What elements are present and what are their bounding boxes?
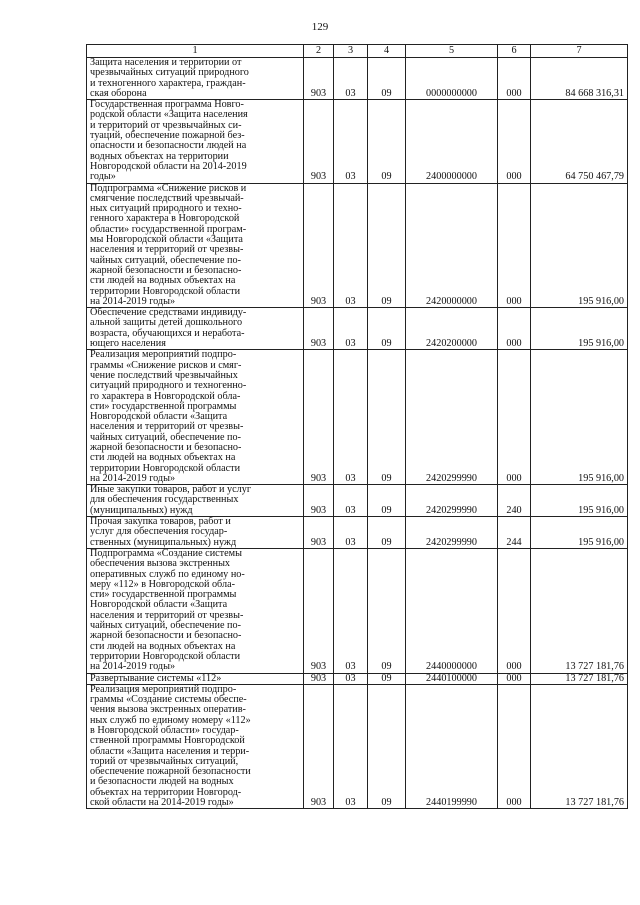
cell-description [87,517,304,549]
description-line: чение последствий чрезвычайных [90,369,238,381]
cell-subsection-code: 09 [368,517,406,549]
description-line: ской области на 2014-2019 годы» [90,797,234,809]
cell-subsection-code: 09 [368,100,406,183]
description-line: Новгородской области «Защита [90,599,228,611]
cell-section-code: 03 [334,673,368,684]
description-line: обеспечения вызова экстренных [90,558,231,570]
cell-amount: 13 727 181,76 [531,548,628,673]
description-line: возраста, обучающихся и неработа- [90,327,245,339]
description-line: сти людей на водных объектах на [90,275,236,287]
header-col-3: 3 [334,45,368,58]
header-col-6: 6 [498,45,531,58]
cell-target-article: 0000000000 [406,58,498,100]
description-line: области» государственной програм- [90,223,247,235]
cell-ministry-code: 903 [304,308,334,350]
description-line: обеспечение пожарной безопасности [90,766,251,778]
cell-expense-type: 000 [498,183,531,308]
description-line: области «Защита населения и терри- [90,745,250,757]
description-line: водных объектах на территории [90,150,229,162]
description-line: го характера в Новгородской обла- [90,390,241,402]
cell-ministry-code: 903 [304,684,334,809]
cell-target-article: 2420299990 [406,350,498,485]
description-line: ющего населения [90,338,166,350]
table-row [87,308,628,350]
description-line: сти» государственной программы [90,589,237,601]
cell-target-article: 2400000000 [406,100,498,183]
description-line: Государственная программа Новго- [90,99,244,111]
description-line: населения и территорий от чрезвы- [90,609,244,621]
cell-target-article: 2440199990 [406,684,498,809]
description-line: Обеспечение средствами индивиду- [90,307,247,319]
cell-expense-type: 000 [498,684,531,809]
description-line: Новгородской области на 2014-2019 [90,160,247,172]
page-number: 129 [311,21,329,33]
description-line: опасности и безопасности людей на [90,140,247,152]
table-row [87,517,628,549]
description-line: в Новгородской области» государ- [90,725,239,736]
description-line: ская оборона [90,87,147,99]
description-line: жарной безопасности и безопасно- [90,441,242,453]
cell-description [87,684,304,809]
table-row [87,485,628,517]
cell-target-article: 2420000000 [406,183,498,308]
cell-ministry-code: 903 [304,58,334,100]
description-line: Иные закупки товаров, работ и услуг [90,484,251,496]
cell-target-article: 2420299990 [406,485,498,517]
cell-ministry-code: 903 [304,485,334,517]
cell-description [87,485,304,517]
cell-expense-type: 000 [498,673,531,684]
table-row [87,58,628,100]
cell-target-article: 2440100000 [406,673,498,684]
description-line: территории Новгородской области [90,650,241,662]
table-row [87,100,628,183]
cell-expense-type: 240 [498,485,531,517]
description-line: Развертывание системы «112» [90,672,222,684]
header-col-2: 2 [304,45,334,58]
description-line: на 2014-2019 годы» [90,661,176,673]
cell-ministry-code: 903 [304,517,334,549]
cell-section-code: 03 [334,308,368,350]
cell-target-article: 2440000000 [406,548,498,673]
cell-subsection-code: 09 [368,58,406,100]
cell-amount: 195 916,00 [531,485,628,517]
cell-expense-type: 000 [498,548,531,673]
cell-description [87,350,304,485]
description-line: годы» [90,171,116,183]
description-line: территории Новгородской области [90,285,241,297]
cell-section-code: 03 [334,485,368,517]
description-line: мы Новгородской области «Защита [90,234,243,246]
cell-subsection-code: 09 [368,684,406,809]
description-line: сти людей на водных объектах на [90,452,236,464]
description-line: и территорий от чрезвычайных си- [90,119,242,131]
cell-amount: 195 916,00 [531,308,628,350]
table-row [87,684,628,809]
cell-amount: 13 727 181,76 [531,673,628,684]
cell-section-code: 03 [334,58,368,100]
description-line: Новгородской области «Защита [90,411,228,423]
cell-description [87,308,304,350]
description-line: торий от чрезвычайных ситуаций, [90,755,239,767]
description-line: чайных ситуаций, обеспечение по- [90,620,241,632]
description-line: Подпрограмма «Создание системы [90,547,242,559]
description-line: генного характера в Новгородской [90,213,240,225]
description-line: объектах на территории Новгород- [90,786,242,798]
cell-amount: 64 750 467,79 [531,100,628,183]
cell-subsection-code: 09 [368,308,406,350]
cell-amount: 195 916,00 [531,517,628,549]
description-line: родской области «Защита населения [90,109,248,121]
cell-expense-type: 000 [498,308,531,350]
description-line: населения и территорий от чрезвы- [90,421,244,433]
description-line: граммы «Снижение рисков и смяг- [90,359,242,371]
cell-expense-type: 244 [498,517,531,549]
cell-description [87,183,304,308]
cell-amount: 84 668 316,31 [531,58,628,100]
cell-description [87,673,304,684]
description-line: меру «112» в Новгородской обла- [90,578,235,590]
description-line: Подпрограмма «Снижение рисков и [90,182,247,194]
description-line: населения и территорий от чрезвы- [90,244,244,256]
table-body [87,58,628,809]
description-line: альной защиты детей дошкольного [90,317,243,329]
cell-section-code: 03 [334,517,368,549]
description-line: ситуаций природного и техногенно- [90,380,247,392]
cell-amount: 13 727 181,76 [531,684,628,809]
cell-subsection-code: 09 [368,350,406,485]
cell-subsection-code: 09 [368,673,406,684]
description-line: (муниципальных) нужд [90,504,193,516]
cell-section-code: 03 [334,350,368,485]
cell-ministry-code: 903 [304,100,334,183]
description-line: территории Новгородской области [90,462,241,474]
description-line: и техногенного характера, граждан- [90,77,246,89]
description-line: граммы «Создание системы обеспе- [90,694,247,706]
cell-amount: 195 916,00 [531,183,628,308]
description-line: ных ситуаций природного и техно- [90,203,242,215]
cell-expense-type: 000 [498,58,531,100]
cell-description [87,100,304,183]
cell-target-article: 2420299990 [406,517,498,549]
cell-section-code: 03 [334,183,368,308]
cell-expense-type: 000 [498,350,531,485]
budget-table [86,44,628,809]
cell-amount: 195 916,00 [531,350,628,485]
description-line: на 2014-2019 годы» [90,295,176,307]
description-line: чайных ситуаций, обеспечение по- [90,254,241,266]
description-line: услуг для обеспечения государ- [90,526,228,538]
header-col-7: 7 [531,45,628,58]
header-row [87,45,628,58]
cell-description [87,548,304,673]
table-row [87,350,628,485]
description-line: для обеспечения государственных [90,494,239,506]
table-row [87,548,628,673]
cell-expense-type: 000 [498,100,531,183]
description-line: жарной безопасности и безопасно- [90,264,242,276]
description-line: сти людей на водных объектах на [90,640,236,652]
description-line: смягчение последствий чрезвычай- [90,192,244,204]
description-line: Защита населения и территории от [90,57,242,68]
description-line: туаций, обеспечение пожарной без- [90,130,245,142]
cell-ministry-code: 903 [304,183,334,308]
description-line: ственных (муниципальных) нужд [90,536,237,548]
cell-description [87,58,304,100]
description-line: и безопасности людей на водных [90,776,234,788]
description-line: ственной программы Новгородской [90,735,245,747]
header-col-4: 4 [368,45,406,58]
cell-subsection-code: 09 [368,548,406,673]
description-line: Прочая закупка товаров, работ и [90,516,231,528]
cell-ministry-code: 903 [304,350,334,485]
cell-section-code: 03 [334,684,368,809]
description-line: оперативных служб по единому но- [90,568,245,580]
cell-subsection-code: 09 [368,485,406,517]
header-col-5: 5 [406,45,498,58]
cell-target-article: 2420200000 [406,308,498,350]
description-line: чения вызова экстренных оператив- [90,704,246,716]
cell-ministry-code: 903 [304,548,334,673]
table-row [87,673,628,684]
description-line: чайных ситуаций, обеспечение по- [90,431,241,443]
cell-section-code: 03 [334,100,368,183]
cell-subsection-code: 09 [368,183,406,308]
cell-ministry-code: 903 [304,673,334,684]
description-line: жарной безопасности и безопасно- [90,630,242,642]
description-line: ных служб по единому номеру «112» [90,714,251,726]
description-line: Реализация мероприятий подпро- [90,349,237,361]
table-row [87,183,628,308]
header-col-1: 1 [87,45,304,58]
description-line: чрезвычайных ситуаций природного [90,67,249,79]
description-line: сти» государственной программы [90,400,237,412]
description-line: на 2014-2019 годы» [90,472,176,484]
description-line: Реализация мероприятий подпро- [90,683,237,695]
cell-section-code: 03 [334,548,368,673]
